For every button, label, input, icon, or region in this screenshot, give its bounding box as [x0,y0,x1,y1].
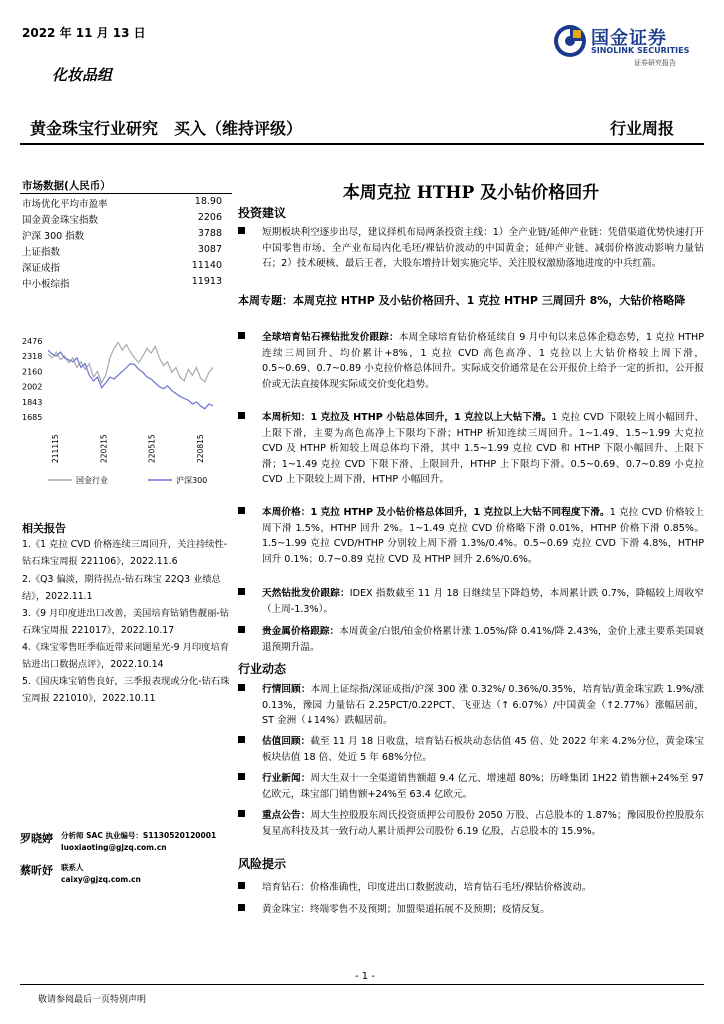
market-label: 上证指数 [22,247,61,258]
market-value: 2206 [197,212,222,223]
header-divider [20,143,704,145]
market-row [22,276,222,292]
paragraph-head: 估值回顾： [262,736,311,747]
topic-paragraph [238,586,704,617]
analyst-block [20,830,232,886]
index-line-chart [18,325,238,495]
bullet-icon [238,332,245,339]
analyst-name: 罗晓婷 [20,832,53,845]
paragraph-head: 本周价格：1 克拉 HTHP 及小钻价格总体回升，1 克拉以上大钻不同程度下滑。 [262,507,610,518]
risk-paragraph [238,902,704,918]
market-label: 市场优化平均市盈率 [22,199,108,210]
paragraph-text: 短期板块利空逐步出尽，建议择机布局两条投资主线：1）全产业链/延伸产业链：凭借渠道优势快速打开中国零售市场、全产业布局内化毛坯/裸钻价波动的中国黄金；延伸产业链、减弱价格波动影响力量钻石；2）技术硬核、最后王者，大股东增持计划实施完毕、关注股权激励落地进度的中兵红箭。 [262,227,704,269]
section-risk: 风险提示 [238,857,287,871]
market-divider [20,193,232,194]
report-tag: 证券研究报告 [634,59,676,67]
related-reports-title: 相关报告 [22,522,66,535]
x-tick-label: 220515 [147,434,157,463]
research-group: 化妆品组 [52,66,113,84]
disclaimer-note: 敬请参阅最后一页特别声明 [38,995,147,1005]
bullet-icon [238,412,245,419]
report-type: 黄金珠宝行业研究 买入（维持评级） [30,119,303,138]
market-row [22,212,222,228]
y-tick-label: 2318 [22,352,43,362]
x-tick-label: 211115 [51,434,60,463]
series-line-0 [48,343,213,383]
market-data-title: 市场数据(人民币） [22,180,111,192]
related-report-link[interactable]: 1.《1 克拉 CVD 价格连续三周回升，关注持续性-钻石珠宝周报 221106》，2022.11.6 [22,539,228,567]
paragraph-head: 全球培育钻石裸钻批发价跟踪： [262,332,399,343]
paragraph-head: 行业新闻： [262,773,311,784]
market-row [22,228,222,244]
x-tick-label: 220815 [196,434,205,463]
paragraph-head: 天然钻批发价跟踪： [262,588,350,599]
paragraph-text: 1 克拉 CVD 下限较上周小幅回升、上限下滑，主要为高色高净上下限均下滑；HTHP 析知连续三周回升。1~1.49、1.5~1.99 大克拉 CVD 及 HTHP 析知较上周总体均下滑，其中 1.5~1.99 克拉 CVD 和 HTHP 下限小幅回升、上限下滑；1~1.49 克拉 CVD 下限下滑、上限回升，HTHP 上下限均下滑。0.5~0.69、0.7~0.89 小克拉 CVD 上下限较上周下滑，HTHP 小幅回升。 [262,412,704,485]
y-tick-label: 1843 [22,397,43,407]
risk-paragraph [238,880,704,896]
topic-paragraph [238,330,704,392]
related-report-link[interactable]: 2.《Q3 偏淡，期待拐点-钻石珠宝 22Q3 业绩总结》，2022.11.1 [22,574,221,602]
market-value: 11140 [191,260,222,271]
report-kind: 行业周报 [610,119,675,138]
bullet-icon [238,736,245,743]
related-report-link[interactable]: 4.《珠宝零售旺季临近带来问题星光-9 月印度培育钻进出口数据点评》，2022.10.14 [22,642,230,670]
bullet-icon [238,507,245,514]
market-row [22,260,222,276]
analyst-email[interactable]: caixy@gjzq.com.cn [61,875,141,884]
industry-paragraph [238,734,704,765]
legend-label: 国金行业 [76,476,108,485]
paragraph-text: 周大生控股股东周氏投资质押公司股份 2050 万股、占总股本的 1.87%；豫园股份控股股东复星高科技及其一致行动人累计质押公司股份 6.19 亿股，占总股本的 15.9%。 [262,810,704,837]
legend-label: 沪深300 [176,476,208,485]
industry-paragraph [238,808,704,839]
industry-paragraph [238,771,704,802]
paragraph-text: 黄金珠宝：终端零售不及预期；加盟渠道拓展不及预期；疫情反复。 [262,904,550,915]
bullet-icon [238,227,245,234]
paragraph-text: IDEX 指数截至 11 月 18 日继续呈下降趋势，本周累计跌 0.7%，降幅较上周收窄（上周-1.3%）。 [262,588,705,615]
paragraph-text: 截至 11 月 18 日收盘，培育钻石板块动态估值 45 倍、处 2022 年来 4.2%分位，黄金珠宝板块估值 18 倍、处近 5 年 68%分位。 [262,736,704,763]
topic-paragraph [238,410,704,488]
market-label: 国金黄金珠宝指数 [22,215,99,226]
industry-paragraph [238,682,704,729]
invest-paragraph [238,225,704,272]
section-industry: 行业动态 [238,662,287,676]
analyst-name: 蔡昕妤 [20,864,53,877]
paragraph-text: 培育钻石：价格准确性，印度进出口数据波动，培育钻石毛坯/裸钻价格波动。 [262,882,592,893]
market-label: 中小板综指 [22,279,70,290]
logo-text-cn: 国金证券 [591,28,667,49]
market-value: 3788 [197,228,222,239]
report-title: 本周克拉 HTHP 及小钻价格回升 [342,183,600,203]
paragraph-text: 本周黄金/白银/铂金价格累计涨 1.05%/降 0.41%/降 2.43%，金价上涨主要系美国衰退预期升温。 [262,626,704,653]
market-value: 11913 [191,276,222,287]
related-report-link[interactable]: 3.《9 月印度进出口改善，美国培育钻销售靓丽-钻石珠宝周报 221017》，2022.10.17 [22,608,230,636]
market-value: 3087 [197,244,222,255]
page-number: - 1 - [355,971,375,982]
y-tick-label: 2476 [22,337,43,346]
paragraph-text: 1 克拉 CVD 价格较上周下滑 1.5%，HTHP 回升 2%。1~1.49 克拉 CVD 价格略下滑 0.01%，HTHP 价格下滑 0.85%。1.5~1.99 克拉 CVD/HTHP 分别较上周下滑 1.3%/0.4%。0.5~0.69 克拉 CVD 下滑 4.8%，HTHP 回升 0.1%；0.7~0.89 克拉 CVD 及 HTHP 回升 2.6%/0.6%。 [262,507,705,565]
bullet-icon [238,810,245,817]
market-row [22,196,222,212]
bullet-icon [238,684,245,691]
topic-paragraph [238,505,704,567]
paragraph-text: 本周上证综指/深证成指/沪深 300 涨 0.32%/ 0.36%/0.35%，培育钻/黄金珠宝跌 1.9%/涨 0.13%，豫园 力量钻石 2.25PCT/0.22PCT、飞亚达（↑ 6.07%）/中国黄金（↑2.77%）涨幅居前，ST 金洲（↓14%）跌幅居前。 [262,684,704,726]
company-logo [553,22,703,68]
market-value: 18.90 [194,196,222,207]
report-date: 2022 年 11 月 13 日 [22,26,146,40]
bullet-icon [238,882,245,889]
bullet-icon [238,588,245,595]
y-tick-label: 2002 [22,382,43,392]
y-tick-label: 2160 [22,367,43,377]
paragraph-head: 重点公告： [262,810,311,821]
paragraph-head: 贵金属价格跟踪： [262,626,340,637]
market-row [22,244,222,260]
paragraph-text: 周大生双十一全渠道销售额超 9.4 亿元、增速超 80%；历峰集团 1H22 销售额+24%至 97 亿欧元，珠宝部门销售额+24%至 63.4 亿欧元。 [262,773,704,800]
logo-text-en: SINOLINK SECURITIES [591,46,690,55]
analyst-role: 联系人 [61,863,84,872]
x-tick-label: 220215 [99,434,109,463]
bullet-icon [238,773,245,780]
y-tick-label: 1685 [22,413,43,422]
footer-divider [20,984,704,985]
bullet-icon [238,626,245,633]
paragraph-head: 本周析知：1 克拉及 HTHP 小钻总体回升，1 克拉以上大钻下滑。 [262,412,552,423]
analyst-role: 分析师 SAC 执业编号：S1130520120001 [61,831,217,840]
analyst-email[interactable]: luoxiaoting@gjzq.com.cn [61,843,167,852]
paragraph-head: 行情回顾： [262,684,311,695]
market-label: 沪深 300 指数 [22,231,85,242]
topic-paragraph [238,624,704,655]
related-report-link[interactable]: 5.《国庆珠宝销售良好，三季报表现或分化-钻石珠宝周报 221010》，2022.10.11 [22,676,230,704]
bullet-icon [238,904,245,911]
paragraph-text: 本周全球培育钻价格延续自 9 月中旬以来总体企稳态势，1 克拉 HTHP 连续三周回升、均价累计+8%，1 克拉 CVD 高色高净、1 克拉以上大钻价格较上周下滑， 0.5~0.69、0.7~0.89 小克拉价格总体回升。实际成交价通常是在公开报价上给予一定的折扣，公开报价或无法直接体现实际成交价变化趋势。 [262,332,705,390]
market-label: 深证成指 [22,263,61,274]
logo-mark-icon [553,24,587,58]
section-invest: 投资建议 [238,206,287,220]
topic-heading: 本周专题：本周克拉 HTHP 及小钻价格回升、1 克拉 HTHP 三周回升 8%，大钻价格略降 [238,294,686,307]
